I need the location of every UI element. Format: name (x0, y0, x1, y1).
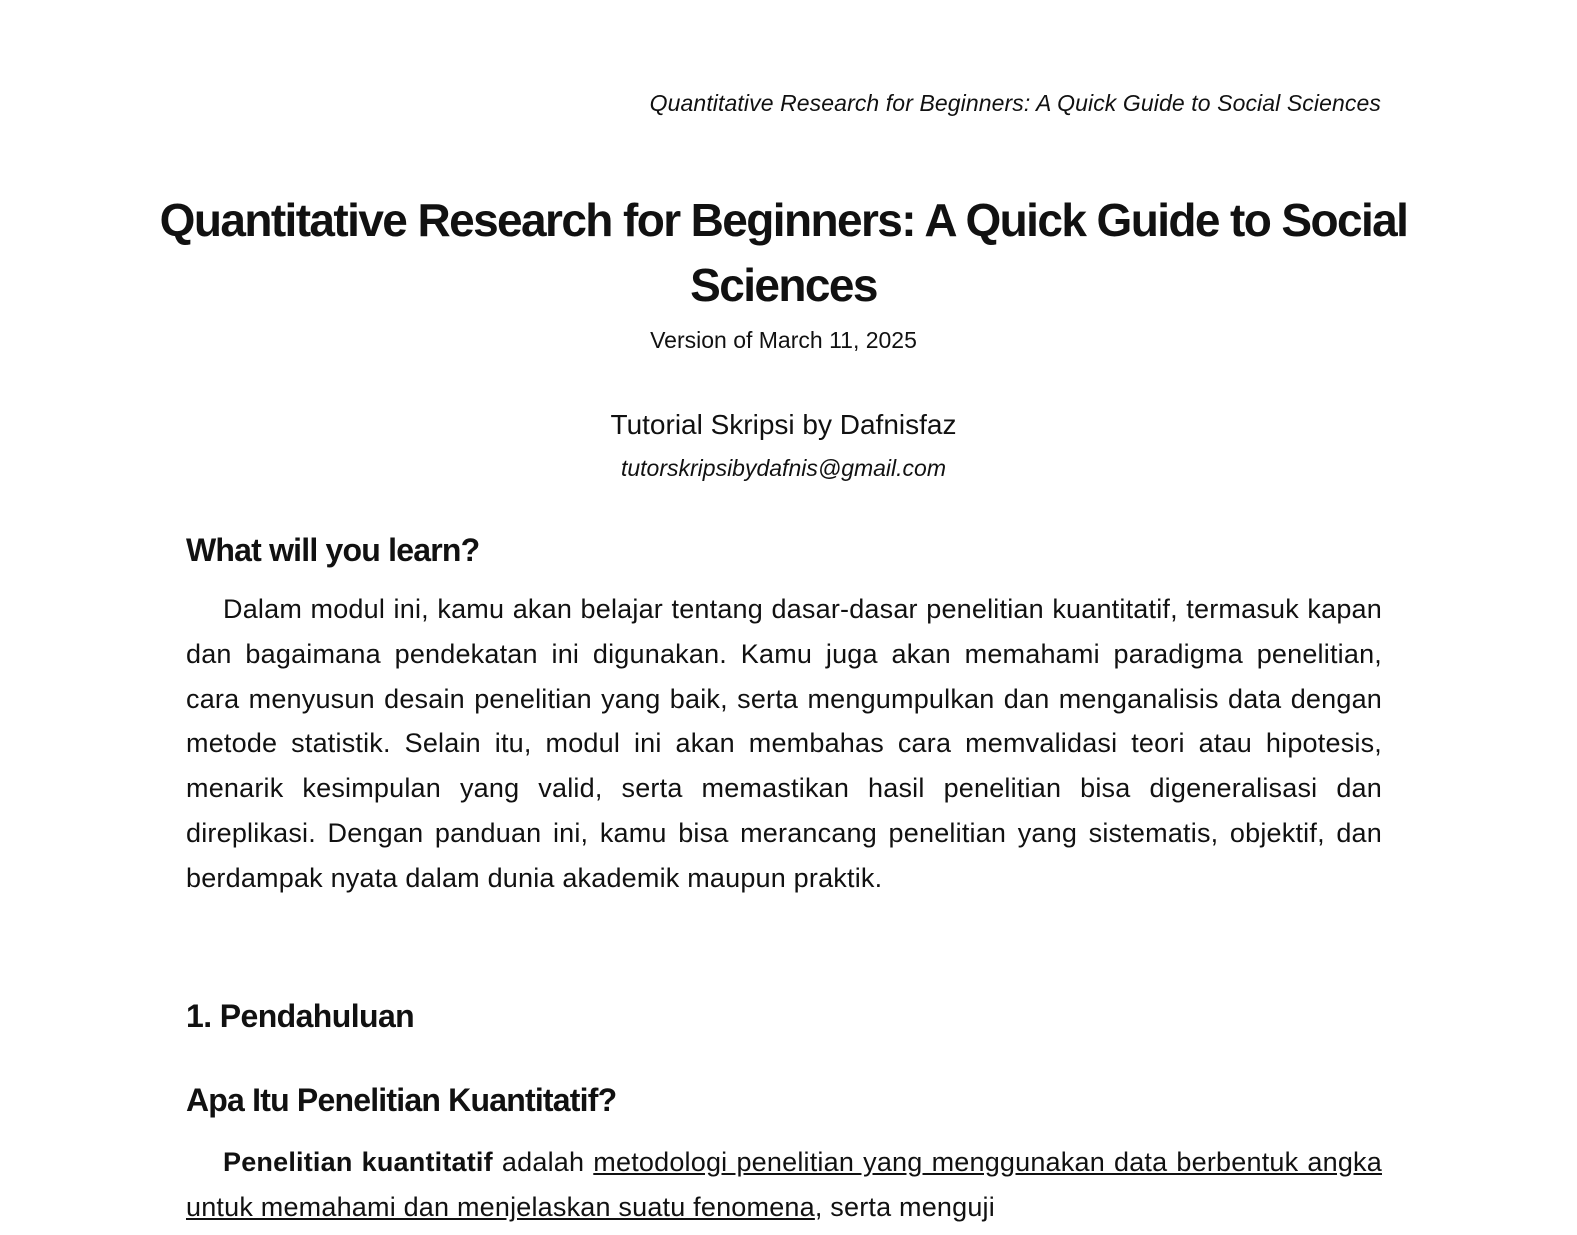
version-date: Version of March 11, 2025 (650, 327, 917, 353)
author-name: Tutorial Skripsi by Dafnisfaz (610, 409, 957, 440)
definition-paragraph (186, 1140, 1382, 1230)
subheading-apa-itu: Apa Itu Penelitian Kuantitatif? (186, 1082, 617, 1118)
definition-text: metodologi penelitian yang menggunakan data berbentuk angka untuk memahami dan menjelaskan suatu fenomena (186, 1147, 1382, 1222)
definition-tail: , serta menguji (814, 1191, 995, 1222)
author-email: tutorskripsibydafnis@gmail.com (620, 455, 946, 481)
definition-connector: adalah (492, 1147, 594, 1177)
learn-heading: What will you learn? (186, 532, 480, 568)
running-header: Quantitative Research for Beginners: A Quick Guide to Social Sciences (649, 90, 1381, 116)
document-title: Quantitative Research for Beginners: A Quick Guide to Social Sciences (159, 194, 1408, 311)
learn-paragraph: Dalam modul ini, kamu akan belajar tentang dasar-dasar penelitian kuantitatif, termasuk kapan dan bagaimana pendekatan ini digunakan. Kamu juga akan memahami paradigma penelitian, cara menyusun desain penelitian yang baik, serta mengumpulkan dan menganalisis data dengan metode statistik. Selain itu, modul ini akan membahas cara memvalidasi teori atau hipotesis, menarik kesimpulan yang valid, serta memastikan hasil penelitian bisa digeneralisasi dan direplikasi. Dengan panduan ini, kamu bisa merancang penelitian yang sistematis, objektif, dan berdampak nyata dalam dunia akademik maupun praktik. (186, 594, 1382, 893)
section-heading-pendahuluan: 1. Pendahuluan (186, 998, 415, 1034)
definition-term: Penelitian kuantitatif (223, 1147, 493, 1177)
